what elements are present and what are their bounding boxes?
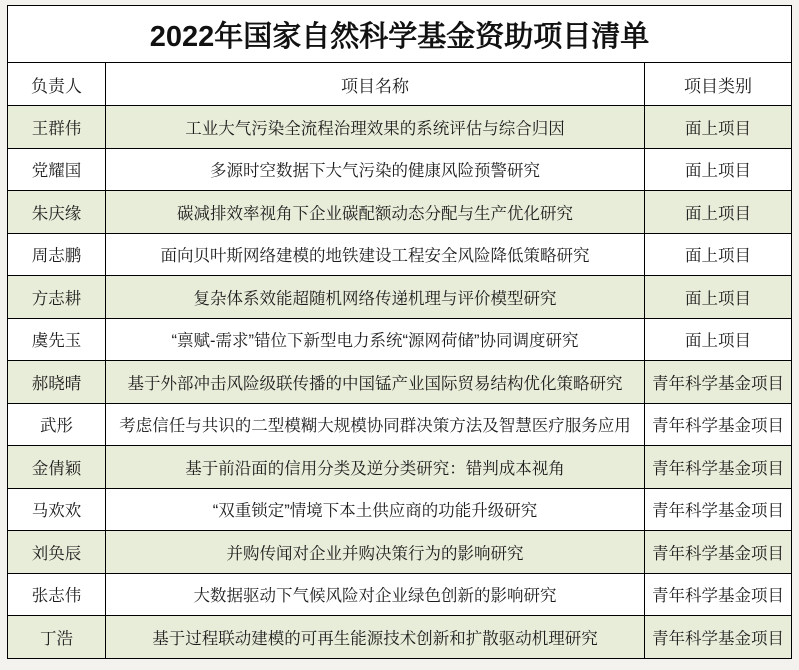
project-name-cell: 大数据驱动下气候风险对企业绿色创新的影响研究	[106, 573, 645, 616]
leader-cell: 张志伟	[8, 573, 106, 616]
category-cell: 面上项目	[644, 318, 791, 361]
project-name-cell: 基于前沿面的信用分类及逆分类研究：错判成本视角	[106, 446, 645, 489]
project-name-cell: 复杂体系效能超随机网络传递机理与评价模型研究	[106, 276, 645, 319]
category-cell: 青年科学基金项目	[644, 573, 791, 616]
column-header-project-name: 项目名称	[106, 63, 645, 106]
leader-cell: 丁浩	[8, 616, 106, 659]
category-cell: 面上项目	[644, 106, 791, 149]
column-header-leader: 负责人	[8, 63, 106, 106]
project-name-cell: “双重锁定”情境下本土供应商的功能升级研究	[106, 488, 645, 531]
project-name-cell: 基于过程联动建模的可再生能源技术创新和扩散驱动机理研究	[106, 616, 645, 659]
table-row	[8, 361, 792, 404]
category-cell: 面上项目	[644, 148, 791, 191]
project-name-cell: 并购传闻对企业并购决策行为的影响研究	[106, 531, 645, 574]
table-row	[8, 573, 792, 616]
category-cell: 青年科学基金项目	[644, 446, 791, 489]
table-row	[8, 488, 792, 531]
projects-sheet	[7, 5, 792, 658]
category-cell: 青年科学基金项目	[644, 616, 791, 659]
table-row	[8, 276, 792, 319]
project-name-cell: 碳减排效率视角下企业碳配额动态分配与生产优化研究	[106, 191, 645, 234]
table-row	[8, 446, 792, 489]
leader-cell: 金倩颖	[8, 446, 106, 489]
table-row	[8, 233, 792, 276]
leader-cell: 王群伟	[8, 106, 106, 149]
category-cell: 青年科学基金项目	[644, 488, 791, 531]
leader-cell: 虞先玉	[8, 318, 106, 361]
leader-cell: 党耀国	[8, 148, 106, 191]
projects-table	[7, 5, 792, 659]
table-row	[8, 106, 792, 149]
leader-cell: 武彤	[8, 403, 106, 446]
table-row	[8, 616, 792, 659]
leader-cell: 马欢欢	[8, 488, 106, 531]
leader-cell: 周志鹏	[8, 233, 106, 276]
category-cell: 面上项目	[644, 276, 791, 319]
table-row	[8, 318, 792, 361]
project-name-cell: 面向贝叶斯网络建模的地铁建设工程安全风险降低策略研究	[106, 233, 645, 276]
category-cell: 青年科学基金项目	[644, 531, 791, 574]
table-row	[8, 403, 792, 446]
table-row	[8, 531, 792, 574]
leader-cell: 方志耕	[8, 276, 106, 319]
category-cell: 青年科学基金项目	[644, 361, 791, 404]
project-name-cell: 基于外部冲击风险级联传播的中国锰产业国际贸易结构优化策略研究	[106, 361, 645, 404]
table-row	[8, 191, 792, 234]
leader-cell: 朱庆缘	[8, 191, 106, 234]
project-name-cell: “禀赋-需求”错位下新型电力系统“源网荷储”协同调度研究	[106, 318, 645, 361]
project-name-cell: 工业大气污染全流程治理效果的系统评估与综合归因	[106, 106, 645, 149]
leader-cell: 刘奂辰	[8, 531, 106, 574]
category-cell: 面上项目	[644, 233, 791, 276]
project-name-cell: 考虑信任与共识的二型模糊大规模协同群决策方法及智慧医疗服务应用	[106, 403, 645, 446]
table-row	[8, 148, 792, 191]
column-header-category: 项目类别	[644, 63, 791, 106]
category-cell: 面上项目	[644, 191, 791, 234]
category-cell: 青年科学基金项目	[644, 403, 791, 446]
header-row	[8, 63, 792, 106]
title-row	[8, 6, 792, 63]
project-name-cell: 多源时空数据下大气污染的健康风险预警研究	[106, 148, 645, 191]
page-title: 2022年国家自然科学基金资助项目清单	[8, 6, 792, 63]
leader-cell: 郝晓晴	[8, 361, 106, 404]
